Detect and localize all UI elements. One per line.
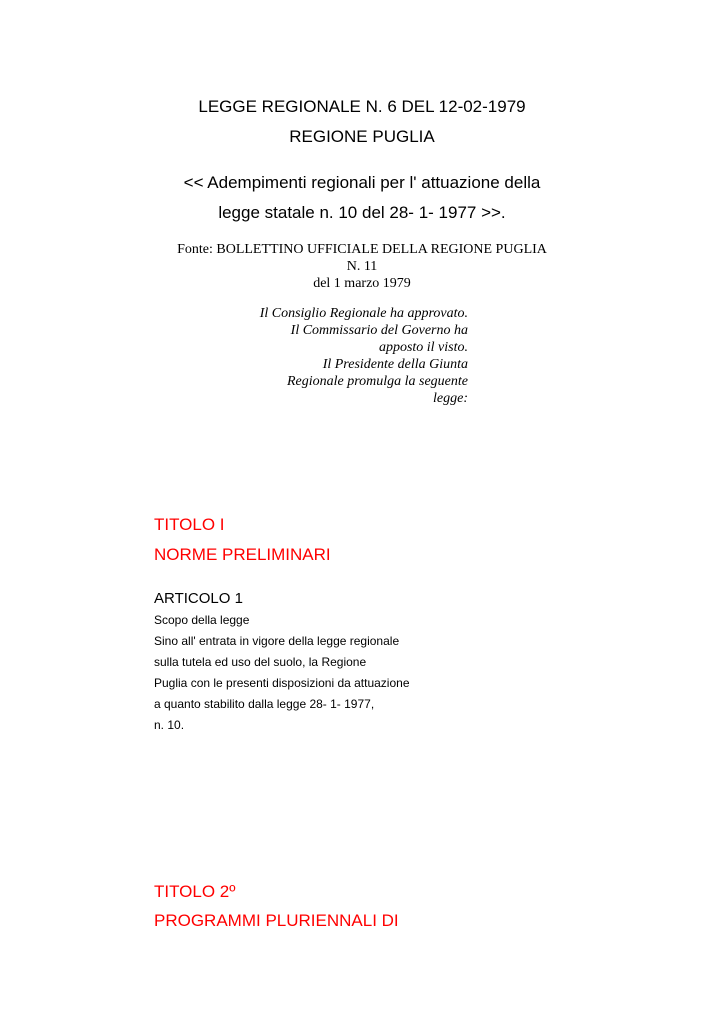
source-line3: del 1 marzo 1979 <box>313 276 411 291</box>
preamble-line: Il Consiglio Regionale ha approvato. <box>259 306 468 321</box>
preamble <box>200 305 468 407</box>
articolo-1-body <box>154 613 410 739</box>
preamble-line: Il Commissario del Governo ha <box>290 323 468 338</box>
articolo-line: n. 10. <box>154 718 185 732</box>
articolo-line: Scopo della legge <box>154 613 250 627</box>
titolo-1-name: NORME PRELIMINARI <box>154 545 331 564</box>
titolo-2-label: TITOLO 2º <box>154 882 236 901</box>
articolo-1-title: ARTICOLO 1 <box>154 590 243 607</box>
preamble-line: Regionale promulga la seguente <box>286 374 468 389</box>
source-line2: N. 11 <box>346 259 378 274</box>
law-title: LEGGE REGIONALE N. 6 DEL 12-02-1979 <box>198 97 526 116</box>
articolo-line: a quanto stabilito dalla legge 28- 1- 1977, <box>154 697 375 711</box>
source-line1: Fonte: BOLLETTINO UFFICIALE DELLA REGIONE PUGLIA <box>177 242 547 257</box>
preamble-line: apposto il visto. <box>378 340 468 355</box>
region-title: REGIONE PUGLIA <box>289 127 435 146</box>
titolo-2-name: PROGRAMMI PLURIENNALI DI <box>154 911 399 930</box>
preamble-line: legge: <box>433 391 468 406</box>
articolo-line: Sino all' entrata in vigore della legge regionale <box>154 634 400 648</box>
articolo-line: sulla tutela ed uso del suolo, la Regione <box>154 655 367 669</box>
articolo-line: Puglia con le presenti disposizioni da attuazione <box>154 676 410 690</box>
law-subject-line2: legge statale n. 10 del 28- 1- 1977 >>. <box>218 203 506 222</box>
titolo-1-label: TITOLO I <box>154 515 225 534</box>
preamble-line: Il Presidente della Giunta <box>322 357 468 372</box>
law-subject-line1: << Adempimenti regionali per l' attuazione della <box>183 173 541 192</box>
